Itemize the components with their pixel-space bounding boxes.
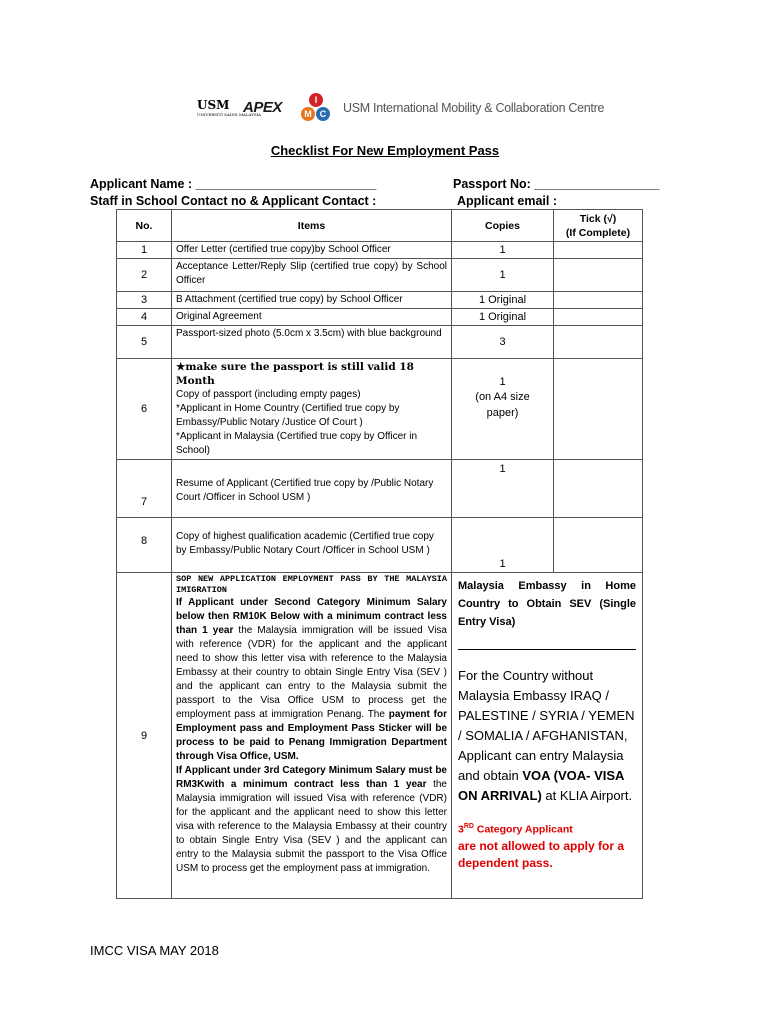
header-tick [554, 210, 643, 242]
imcc-letter: I [309, 93, 323, 107]
row-item [172, 359, 452, 460]
table-row [117, 518, 643, 573]
sop-text: the Malaysia immigration will issued Visa with reference (VDR) for the applicant and the applicant need to show this letter visa with reference to the Malaysia Embassy at their country to obtain Single Entry Visa (SEV ) and the applicant can entry to the Malaysia submit the passport to the Visa Office USM to process get the employment pass at immigration. [176, 779, 447, 874]
voa-bold: VOA (VOA- VISA ON ARRIVAL) [458, 768, 624, 803]
applicant-email-field: Applicant email : [457, 194, 558, 208]
tick-label: Tick (√) [579, 212, 617, 225]
sop-text-bold: payment for Employment pass and Employment Pass Sticker will be process to be paid to Penang Immigration Department through Visa Office, USM. [176, 709, 447, 762]
row-copies [452, 359, 554, 460]
table-row [117, 359, 643, 460]
voa-note [458, 666, 636, 806]
row-copies: 1 [452, 242, 554, 259]
centre-name: USM International Mobility & Collaboration Centre [343, 101, 605, 115]
tick-sublabel: (If Complete) [565, 226, 631, 239]
table-row [117, 292, 643, 309]
imcc-letter: C [316, 107, 330, 121]
sop-text-bold: If Applicant under Second Category Minimum Salary below then RM10K Below with a minimum contract less than 1 year [176, 597, 447, 636]
table-row [117, 309, 643, 326]
row-item: Acceptance Letter/Reply Slip (certified true copy) by School Officer [172, 259, 452, 292]
category3-sup: RD [463, 823, 474, 830]
row-item: Passport-sized photo (5.0cm x 3.5cm) with blue background [172, 326, 452, 359]
sop-cell [172, 573, 452, 899]
tick-cell[interactable] [554, 359, 643, 460]
row-item: Copy of highest qualification academic (Certified true copy by Embassy/Public Notary Court /Officer in School USM ) [172, 518, 452, 573]
applicant-name-field: Applicant Name : __________________________ [90, 177, 377, 191]
row-number: 7 [117, 460, 172, 518]
row-copies: 1 [452, 518, 554, 573]
table-header-row [117, 210, 643, 242]
checklist-table [116, 209, 643, 899]
passport-no-field: Passport No: __________________ [453, 177, 660, 191]
embassy-note: Malaysia Embassy in Home Country to Obtain SEV (Single Entry Visa) [458, 577, 636, 650]
tick-cell[interactable] [554, 292, 643, 309]
row-copies: 1 [452, 259, 554, 292]
row-copies: 3 [452, 326, 554, 359]
apex-logo: APEX [243, 99, 282, 116]
row-number: 9 [117, 573, 172, 899]
row-item: Offer Letter (certified true copy)by School Officer [172, 242, 452, 259]
row-number: 6 [117, 359, 172, 460]
row-item: B Attachment (certified true copy) by School Officer [172, 292, 452, 309]
footer-label: IMCC VISA MAY 2018 [90, 943, 219, 958]
table-row [117, 326, 643, 359]
table-row [117, 242, 643, 259]
header-copies: Copies [452, 210, 554, 242]
row-number: 5 [117, 326, 172, 359]
imcc-letter: M [301, 107, 315, 121]
page-title: Checklist For New Employment Pass [270, 143, 500, 158]
tick-cell[interactable] [554, 309, 643, 326]
copies-count: 1 [499, 376, 506, 388]
table-row [117, 259, 643, 292]
voa-text: For the Country without Malaysia Embassy IRAQ / PALESTINE / SYRIA / YEMEN / SOMALIA / AFGHANISTAN, Applicant can entry Malaysia and obtain [458, 668, 635, 783]
header-logos [197, 94, 605, 124]
header-no: No. [117, 210, 172, 242]
row-number: 8 [117, 518, 172, 573]
row-item: Original Agreement [172, 309, 452, 326]
category3-title [458, 820, 636, 837]
row-number: 2 [117, 259, 172, 292]
row-item-line: Copy of passport (including empty pages) [176, 389, 361, 400]
sop-right-cell [452, 573, 643, 899]
sop-text: the Malaysia immigration will be issued Visa with reference (VDR) for the applicant and the applicant need to show this letter visa with reference to the Malaysia Embassy at their country to obtain Single Entry Visa (SEV ) and the applicant can entry to the Malaysia submit the passport to the Visa Office USM to process get the employment pass at immigration Penang. The [176, 625, 447, 720]
row-item-line: *Applicant in Home Country (Certified true copy by Embassy/Public Notary /Justice Of Court ) [176, 403, 400, 428]
row-number: 3 [117, 292, 172, 309]
tick-cell[interactable] [554, 326, 643, 359]
row-item-line: *Applicant in Malaysia (Certified true copy by Officer in School) [176, 431, 418, 456]
imcc-logo [301, 93, 331, 123]
table-row [117, 573, 643, 899]
voa-text: at KLIA Airport. [541, 788, 633, 803]
row-number: 4 [117, 309, 172, 326]
tick-cell[interactable] [554, 242, 643, 259]
usm-logo: USM UNIVERSITI SAINS MALAYSIA [197, 98, 262, 117]
tick-cell[interactable] [554, 460, 643, 518]
row-copies: 1 [452, 460, 554, 518]
staff-contact-field: Staff in School Contact no & Applicant Contact : [90, 194, 377, 208]
header-items: Items [172, 210, 452, 242]
category3-number: 3 [458, 823, 464, 836]
category3-warning: are not allowed to apply for a dependent pass. [458, 838, 625, 870]
row-number: 1 [117, 242, 172, 259]
category3-label: Category Applicant [473, 823, 573, 836]
tick-cell[interactable] [554, 518, 643, 573]
table-row [117, 460, 643, 518]
row-item: Resume of Applicant (Certified true copy by /Public Notary Court /Officer in School USM ) [172, 460, 452, 518]
copies-note: (on A4 size paper) [475, 391, 530, 419]
passport-validity-note: ★make sure the passport is still valid 18 Month [176, 361, 414, 387]
row-copies: 1 Original [452, 292, 554, 309]
sop-text-bold: If Applicant under 3rd Category Minimum Salary must be RM3Kwith a minimum contract less than 1 year [176, 765, 447, 790]
sop-title: SOP NEW APPLICATION EMPLOYMENT PASS BY THE MALAYSIA IMIGRATION [176, 574, 447, 595]
tick-cell[interactable] [554, 259, 643, 292]
row-copies: 1 Original [452, 309, 554, 326]
